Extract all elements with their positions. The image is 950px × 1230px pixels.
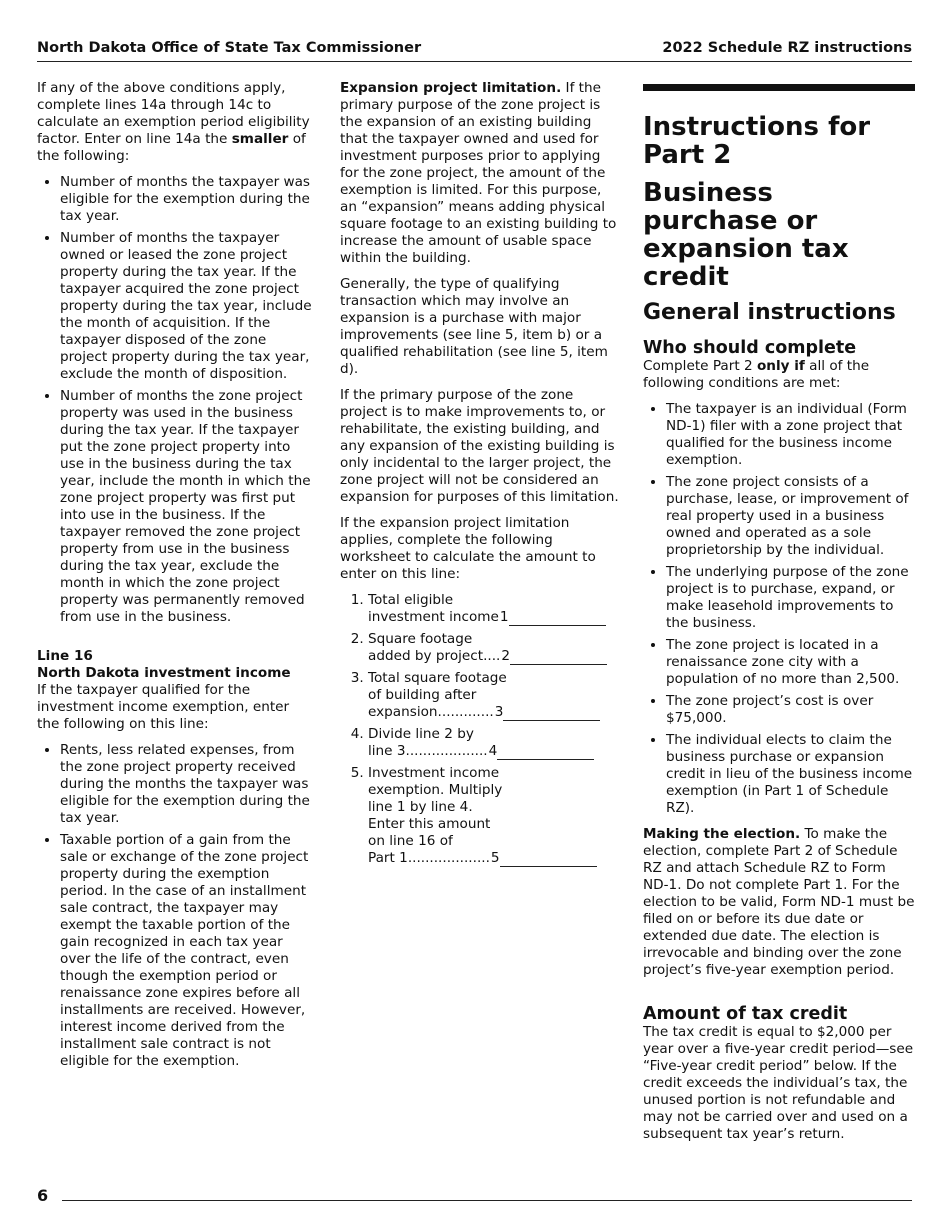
header-agency: North Dakota Office of State Tax Commissioner xyxy=(37,40,422,56)
column-1 xyxy=(37,80,312,1079)
footer-divider xyxy=(62,1200,912,1201)
worksheet-line-4: 4. Divide line 2 by line 3 ................... 4 xyxy=(368,726,620,760)
part2-subtitle: Business purchase or expansion tax credit xyxy=(643,178,849,292)
intro-paragraph: If any of the above conditions apply, complete lines 14a through 14c to calculate an exemption period eligibility factor. Enter on line 14a the smaller of the following: xyxy=(37,80,310,164)
worksheet-blank-3[interactable] xyxy=(503,706,600,721)
paragraph: If the expansion project limitation applies, complete the following worksheet to calculate the amount to enter on this line: xyxy=(340,515,596,582)
worksheet-line-5: 5. Investment income exemption. Multiply line 1 by line 4. Enter this amount on line 16 of Part 1 ................... 5 xyxy=(368,765,620,867)
list-item: • The underlying purpose of the zone project is to purchase, expand, or make leasehold improvements to the business. xyxy=(666,564,915,632)
line16-subheading: North Dakota investment income xyxy=(37,665,291,681)
part2-title: Instructions for Part 2 xyxy=(643,112,871,170)
worksheet xyxy=(340,592,620,867)
list-item: • Rents, less related expenses, from the zone project property received during the months the taxpayer was eligible for the exemption during the tax year. xyxy=(60,742,312,827)
expansion-paragraph: Expansion project limitation. If the primary purpose of the zone project is the expansion of an existing building that the taxpayer owned and used for investment purposes prior to applying for the zone project, the amount of the exemption is limited. For this purpose, an “expansion” means adding physical square footage to an existing building to increase the amount of usable space within the building. xyxy=(340,80,617,266)
worksheet-blank-1[interactable] xyxy=(509,611,606,626)
page-number: 6 xyxy=(37,1186,49,1205)
who-should-complete-heading: Who should complete xyxy=(643,338,857,358)
worksheet-blank-4[interactable] xyxy=(497,745,594,760)
worksheet-line-3: 3. Total square footage of building after expansion ............. 3 xyxy=(368,670,620,721)
list-item: • The zone project is located in a renaissance zone city with a population of no more than 2,500. xyxy=(666,637,915,688)
list-item: • Number of months the taxpayer was eligible for the exemption during the tax year. xyxy=(60,174,312,225)
election-paragraph: Making the election. To make the election, complete Part 2 of Schedule RZ and attach Schedule RZ to Form ND-1. Do not complete Part 1. For the election to be valid, Form ND-1 must be filed on or before its due date or extended due date. The election is irrevocable and binding over the zone project’s five-year exemption period. xyxy=(643,826,915,978)
list-item: • The zone project’s cost is over $75,000. xyxy=(666,693,915,727)
worksheet-line-2: 2. Square footage added by project .... 2 xyxy=(368,631,620,665)
conditions-list xyxy=(643,401,915,817)
list-item: • The zone project consists of a purchase, lease, or improvement of real property used in a business owned and operated as a sole proprietorship by the individual. xyxy=(666,474,915,559)
line16-intro: If the taxpayer qualified for the investment income exemption, enter the following on this line: xyxy=(37,682,290,732)
worksheet-line-1: 1. Total eligible investment income 1 xyxy=(368,592,620,626)
amount-paragraph: The tax credit is equal to $2,000 per year over a five-year credit period—see “Five-year credit period” below. If the credit exceeds the individual’s tax, the unused portion is not refundable and may not be carried over and used on a subsequent tax year’s return. xyxy=(643,1024,914,1142)
worksheet-blank-2[interactable] xyxy=(510,650,607,665)
who-paragraph: Complete Part 2 only if all of the following conditions are met: xyxy=(643,358,870,391)
column-3 xyxy=(643,80,915,1152)
paragraph: Generally, the type of qualifying transaction which may involve an expansion is a purchase with major improvements (see line 5, item b) or a qualified rehabilitation (see line 5, item d). xyxy=(340,276,608,377)
list-item: • The taxpayer is an individual (Form ND-1) filer with a zone project that qualified for the business income exemption. xyxy=(666,401,915,469)
general-instructions-heading: General instructions xyxy=(643,300,896,325)
months-list xyxy=(37,174,312,626)
worksheet-blank-5[interactable] xyxy=(500,852,597,867)
amount-heading: Amount of tax credit xyxy=(643,1004,848,1024)
header-divider xyxy=(37,61,912,62)
line16-heading: Line 16 xyxy=(37,648,93,664)
income-list xyxy=(37,742,312,1070)
list-item: • Number of months the taxpayer owned or leased the zone project property during the tax year. If the taxpayer acquired the zone project property during the tax year, include the month of acquisition. If the taxpayer disposed of the zone project property during the tax year, exclude the month of disposition. xyxy=(60,230,312,383)
column-2 xyxy=(340,80,620,872)
list-item: • The individual elects to claim the business purchase or expansion credit in lieu of the business income exemption (in Part 1 of Schedule RZ). xyxy=(666,732,915,817)
section-bar xyxy=(643,84,915,91)
list-item: • Taxable portion of a gain from the sale or exchange of the zone project property during the exemption period. In the case of an installment sale contract, the taxpayer may exempt the taxable portion of the gain recognized in each tax year over the life of the contract, even though the exemption period or renaissance zone expires before all installments are received. However, interest income derived from the installment sale contract is not eligible for the exemption. xyxy=(60,832,312,1070)
header-form-title: 2022 Schedule RZ instructions xyxy=(662,40,912,56)
list-item: • Number of months the zone project property was used in the business during the tax year. If the taxpayer put the zone project property into use in the business during the tax year, include the month in which the zone project property was first put into use in the business. If the taxpayer removed the zone project property from use in the business during the tax year, exclude the month in which the zone project property was permanently removed from use in the business. xyxy=(60,388,312,626)
paragraph: If the primary purpose of the zone project is to make improvements to, or rehabilitate, the existing building, and any expansion of the existing building is only incidental to the larger project, the zone project will not be considered an expansion for purposes of this limitation. xyxy=(340,387,619,505)
